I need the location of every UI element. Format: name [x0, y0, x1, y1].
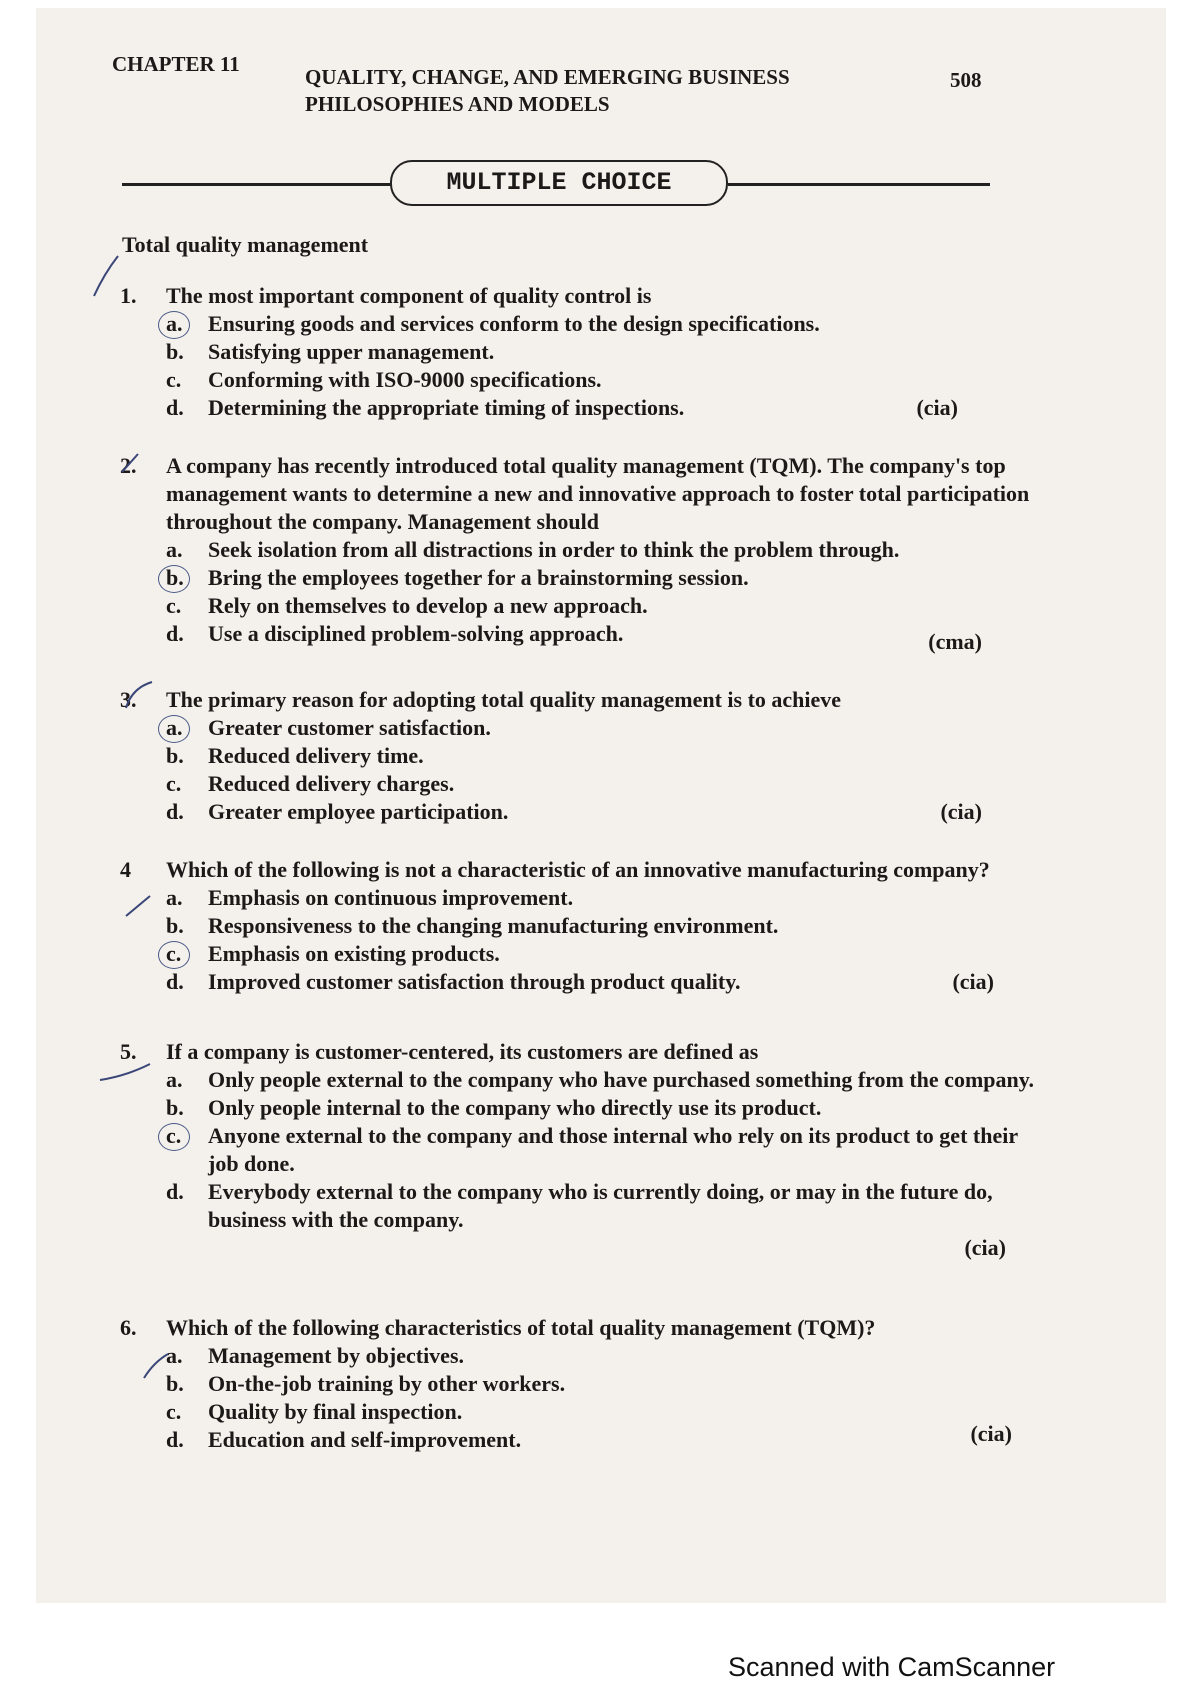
option-letter: d.	[166, 621, 184, 646]
camscanner-watermark: Scanned with CamScanner	[728, 1652, 1056, 1682]
option-c	[166, 940, 1040, 968]
option-a	[166, 310, 1040, 338]
chapter-title-line-1: QUALITY, CHANGE, AND EMERGING BUSINESS	[305, 65, 790, 89]
option-text: Reduced delivery time.	[208, 743, 424, 768]
question-text: Which of the following is not a characteristic of an innovative manufacturing company?	[166, 857, 990, 882]
option-text: Education and self-improvement.	[208, 1427, 522, 1452]
option-text: Bring the employees together for a brainstorming session.	[208, 565, 749, 590]
question-2	[120, 452, 1040, 654]
question-text: A company has recently introduced total quality management (TQM). The company's top management wants to determine a new and innovative approach to foster total participation throughout the company. Management should	[166, 453, 1030, 534]
option-c	[166, 770, 1040, 798]
option-text: Only people external to the company who have purchased something from the company.	[208, 1067, 1035, 1092]
option-c	[166, 592, 1040, 620]
option-text: Greater customer satisfaction.	[208, 715, 491, 740]
question-text: The most important component of quality control is	[166, 283, 652, 308]
option-text: Management by objectives.	[208, 1343, 465, 1368]
option-letter: d.	[166, 969, 184, 994]
option-text: Ensuring goods and services conform to the design specifications.	[208, 311, 820, 336]
question-number: 2.	[120, 453, 137, 478]
question-3	[120, 686, 1040, 826]
question-number: 3.	[120, 687, 137, 712]
banner-rule-left	[122, 183, 392, 186]
option-text: Greater employee participation.	[208, 799, 509, 824]
option-letter: a.	[166, 1067, 183, 1092]
multiple-choice-banner: MULTIPLE CHOICE	[390, 160, 728, 206]
pen-mark-icon	[118, 886, 158, 926]
question-source: (cia)	[952, 969, 994, 994]
question-number: 6.	[120, 1315, 137, 1340]
option-letter: b.	[166, 339, 184, 364]
option-letter: c.	[166, 593, 182, 618]
option-a	[166, 536, 1040, 564]
question-4	[120, 856, 1040, 996]
option-text: Improved customer satisfaction through product quality.	[208, 969, 741, 994]
option-d	[166, 394, 1040, 422]
option-text: Only people internal to the company who directly use its product.	[208, 1095, 822, 1120]
option-letter: c.	[166, 1122, 208, 1150]
option-letter: d.	[166, 799, 184, 824]
option-letter: c.	[166, 771, 182, 796]
question-number: 1.	[120, 283, 137, 308]
option-text: Anyone external to the company and those internal who rely on its product to get their job done.	[208, 1123, 1018, 1176]
option-letter: a.	[166, 310, 208, 338]
option-a	[166, 1342, 1040, 1370]
option-b	[166, 742, 1040, 770]
option-letter: b.	[166, 1095, 184, 1120]
option-d	[166, 1426, 1040, 1454]
chapter-title	[305, 64, 790, 118]
option-text: Quality by final inspection.	[208, 1399, 463, 1424]
option-d	[166, 798, 1040, 826]
option-c	[166, 1398, 1040, 1426]
option-letter: d.	[166, 1179, 184, 1204]
option-letter: c.	[166, 940, 208, 968]
pen-mark-icon	[96, 1058, 156, 1088]
option-letter: b.	[166, 564, 208, 592]
option-d	[166, 1178, 1040, 1234]
option-letter: a.	[166, 537, 183, 562]
page-number: 508	[950, 68, 982, 92]
option-text: On-the-job training by other workers.	[208, 1371, 566, 1396]
pen-mark-icon	[118, 676, 158, 716]
option-b	[166, 912, 1040, 940]
question-5	[120, 1038, 1040, 1260]
option-a	[166, 714, 1040, 742]
question-source: (cma)	[928, 629, 982, 654]
question-text: If a company is customer-centered, its customers are defined as	[166, 1039, 759, 1064]
option-d	[166, 620, 1040, 648]
option-letter: b.	[166, 1371, 184, 1396]
option-text: Responsiveness to the changing manufacturing environment.	[208, 913, 779, 938]
option-text: Determining the appropriate timing of inspections.	[208, 395, 685, 420]
option-b	[166, 1370, 1040, 1398]
question-number: 4	[120, 857, 131, 882]
option-c	[166, 366, 1040, 394]
option-a	[166, 1066, 1040, 1094]
question-6	[120, 1314, 1040, 1454]
question-number: 5.	[120, 1039, 137, 1064]
option-text: Satisfying upper management.	[208, 339, 495, 364]
option-text: Rely on themselves to develop a new approach.	[208, 593, 648, 618]
section-title: Total quality management	[122, 232, 369, 257]
option-letter: b.	[166, 743, 184, 768]
option-b	[166, 564, 1040, 592]
question-source: (cia)	[964, 1235, 1006, 1260]
question-1	[120, 282, 1040, 422]
option-letter: a.	[166, 1343, 183, 1368]
chapter-label: CHAPTER 11	[112, 52, 240, 76]
option-text: Conforming with ISO-9000 specifications.	[208, 367, 602, 392]
option-text: Seek isolation from all distractions in order to think the problem through.	[208, 537, 900, 562]
option-text: Use a disciplined problem-solving approach.	[208, 621, 624, 646]
question-source: (cia)	[916, 395, 958, 420]
chapter-title-line-2: PHILOSOPHIES AND MODELS	[305, 92, 610, 116]
question-text: Which of the following characteristics of total quality management (TQM)?	[166, 1315, 876, 1340]
option-letter: c.	[166, 367, 182, 392]
pen-mark-icon	[116, 448, 146, 478]
option-c	[166, 1122, 1040, 1178]
option-b	[166, 338, 1040, 366]
option-letter: a.	[166, 885, 183, 910]
option-text: Reduced delivery charges.	[208, 771, 455, 796]
option-b	[166, 1094, 1040, 1122]
option-letter: d.	[166, 395, 184, 420]
option-letter: a.	[166, 714, 208, 742]
banner-rule-right	[728, 183, 990, 186]
option-d	[166, 968, 1040, 996]
question-text: The primary reason for adopting total quality management is to achieve	[166, 687, 842, 712]
option-text: Everybody external to the company who is currently doing, or may in the future do, business with the company.	[208, 1179, 993, 1232]
question-source: (cia)	[970, 1421, 1012, 1446]
pen-mark-icon	[136, 1346, 176, 1386]
option-letter: c.	[166, 1399, 182, 1424]
option-letter: d.	[166, 1427, 184, 1452]
pen-mark-icon	[88, 252, 128, 302]
option-letter: b.	[166, 913, 184, 938]
option-a	[166, 884, 1040, 912]
option-text: Emphasis on continuous improvement.	[208, 885, 574, 910]
question-source: (cia)	[940, 799, 982, 824]
option-text: Emphasis on existing products.	[208, 941, 500, 966]
